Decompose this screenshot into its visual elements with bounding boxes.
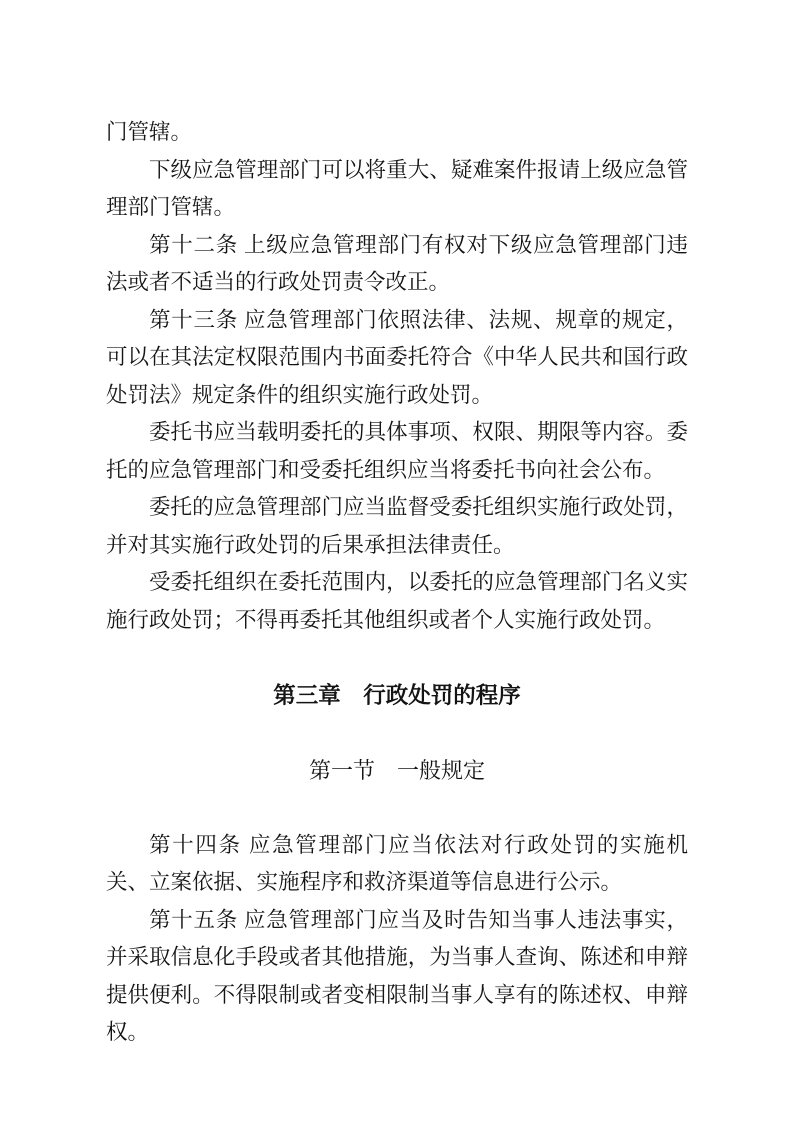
paragraph: 下级应急管理部门可以将重大、疑难案件报请上级应急管理部门管辖。 (106, 157, 688, 219)
document-content (106, 114, 688, 1052)
section-heading: 第一节 一般规定 (308, 757, 485, 783)
paragraph: 委托的应急管理部门应当监督受委托组织实施行政处罚，并对其实施行政处罚的后果承担法律责任。 (106, 495, 688, 557)
paragraph: 委托书应当载明委托的具体事项、权限、期限等内容。委托的应急管理部门和受委托组织应当将委托书向社会公布。 (106, 420, 688, 482)
paragraph-article-14: 第十四条 应急管理部门应当依法对行政处罚的实施机关、立案依据、实施程序和救济渠道等信息进行公示。 (106, 832, 688, 894)
paragraph: 受委托组织在委托范围内，以委托的应急管理部门名义实施行政处罚；不得再委托其他组织或者个人实施行政处罚。 (106, 570, 688, 632)
paragraph-article-12: 第十二条 上级应急管理部门有权对下级应急管理部门违法或者不适当的行政处罚责令改正。 (106, 232, 688, 294)
chapter-heading: 第三章 行政处罚的程序 (273, 682, 521, 708)
paragraph-article-15: 第十五条 应急管理部门应当及时告知当事人违法事实，并采取信息化手段或者其他措施，为当事人查询、陈述和申辩提供便利。不得限制或者变相限制当事人享有的陈述权、申辩权。 (106, 907, 688, 1044)
paragraph-article-13: 第十三条 应急管理部门依照法律、法规、规章的规定，可以在其法定权限范围内书面委托符合《中华人民共和国行政处罚法》规定条件的组织实施行政处罚。 (106, 307, 688, 407)
paragraph-continuation: 门管辖。 (106, 120, 193, 144)
